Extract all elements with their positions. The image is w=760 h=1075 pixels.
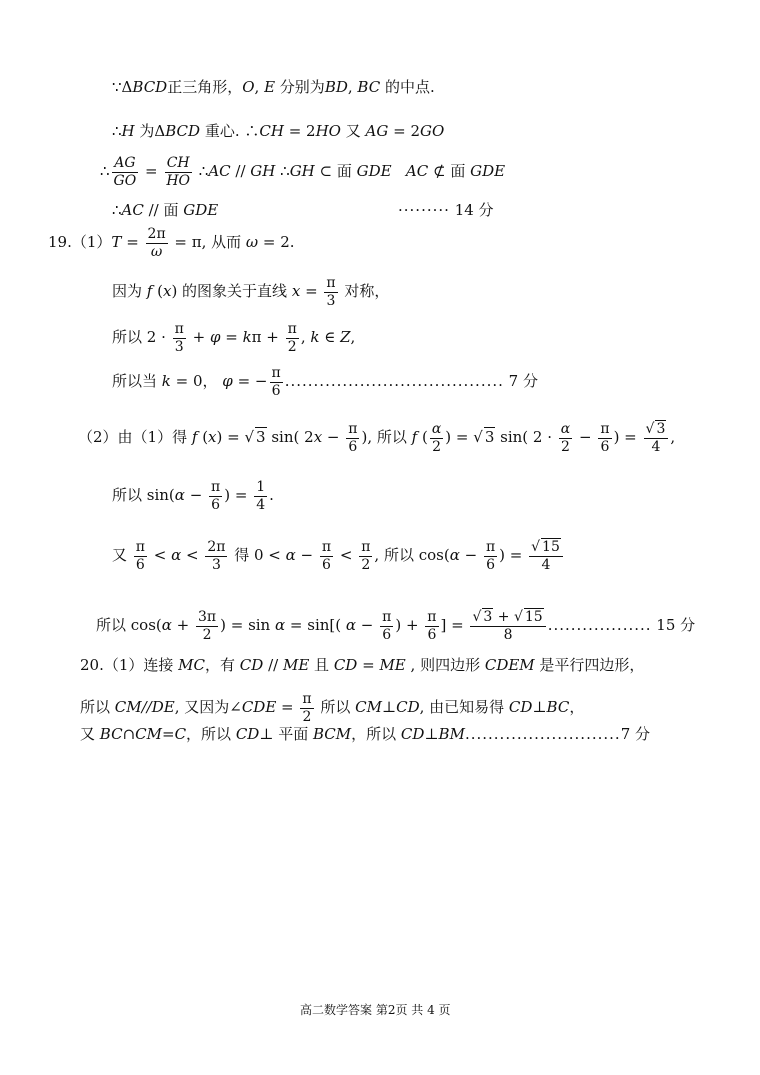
- q20-part1-parallelogram: 20.（1）连接 MC，有 CD // ME 且 CD = ME , 则四边形 CDEM 是平行四边形，: [80, 656, 645, 674]
- q19-part1-period: 19.（1）T = $\frac{2\pi}{\omega}$ = π, 从而 ω = 2.: [48, 226, 295, 260]
- fraction-pi-6: $\frac{\pi}{6}$: [348, 421, 358, 455]
- fraction-ch-ho: $\frac{CH}{HO}$: [166, 155, 191, 189]
- fraction-pi-2: $\frac{\pi}{2}$: [361, 539, 371, 573]
- fraction-pi-6: $\frac{\pi}{6}$: [427, 609, 437, 643]
- line-cos-value: 又 $\frac{\pi}{6}$ < α < $\frac{2\pi}{3}$ 得 0 < α − $\frac{\pi}{6}$ < $\frac{\pi}{2}$ , 所以 cos(α − $\frac{\pi}{6}$ ) = $\frac{√ 15}{4}$: [112, 540, 565, 572]
- line-ratio-parallel: ∴ $\frac{AG}{GO}$ = $\frac{CH}{HO}$ ∴AC // GH ∴GH ⊂ 面 GDE AC ⊄ 面 GDE: [100, 155, 506, 189]
- fraction-alpha-2: $\frac{\alpha}{2}$: [431, 421, 442, 455]
- line-phi-value: 所以当 k = 0， φ = − $\frac{\pi}{6}$ ...................................... 7 分: [112, 365, 538, 399]
- line-phase-equation: 所以 2 · $\frac{\pi}{3}$ + φ = kπ + $\frac{\pi}{2}$ , k ∈ Z,: [112, 321, 356, 355]
- fraction-sqrt3-plus-sqrt15-over-8: $\frac{√ 3 + √ 15}{8}$: [470, 610, 545, 642]
- fraction-pi-2: $\frac{\pi}{2}$: [302, 691, 312, 725]
- fraction-pi-3: $\frac{\pi}{3}$: [326, 275, 336, 309]
- fraction-2pi-3: $\frac{2\pi}{3}$: [207, 539, 226, 573]
- line-bcd-equilateral: ∵ΔBCD正三角形，O, E 分别为BD, BC 的中点.: [112, 78, 435, 96]
- line-ac-parallel-plane: ∴AC // 面 GDE: [112, 201, 219, 219]
- line-centroid: ∴H 为ΔBCD 重心. ∴CH = 2HO 又 AG = 2GO: [112, 122, 445, 140]
- fraction-alpha-2: $\frac{\alpha}{2}$: [560, 421, 571, 455]
- fraction-pi-6: $\frac{\pi}{6}$: [382, 609, 392, 643]
- fraction-pi-3: $\frac{\pi}{3}$: [174, 321, 184, 355]
- line-perpendicular: 所以 CM//DE, 又因为∠CDE = $\frac{\pi}{2}$ 所以 CM⊥CD, 由已知易得 CD⊥BC，: [80, 691, 585, 725]
- line-cd-perp-plane: 又 BC∩CM=C，所以 CD⊥ 平面 BCM，所以 CD⊥BM...........................7 分: [80, 725, 650, 743]
- fraction-sqrt15-4: $\frac{√ 15}{4}$: [529, 540, 563, 572]
- fraction-ag-go: $\frac{AG}{GO}$: [113, 155, 137, 189]
- fraction-1-4: $\frac{1}{4}$: [256, 479, 266, 513]
- line-final-answer: 所以 cos(α + $\frac{3\pi}{2}$ ) = sin α = sin[( α − $\frac{\pi}{6}$ ) + $\frac{\pi}{6}$ ] = $\frac{√ 3 + √ 15}{8}$ .................. 15 分: [96, 609, 696, 643]
- fraction-2pi-omega: $\frac{2\pi}{\omega}$: [147, 226, 166, 260]
- fraction-pi-6: $\frac{\pi}{6}$: [485, 539, 496, 573]
- q19-part2-function: （2）由（1）得 f (x) = √ 3 sin( 2x − $\frac{\pi}{6}$ ), 所以 f ( $\frac{\alpha}{2}$ ) = √ 3 sin( 2 · $\frac{\alpha}{2}$ − $\frac{\pi}{6}$ ) = $\frac{√ 3}{4}$ ,: [78, 421, 676, 455]
- line-sin-value: 所以 sin(α − $\frac{\pi}{6}$ ) = $\frac{1}{4}$ .: [112, 479, 274, 513]
- page-footer: 高二数学答案 第2页 共 4 页: [300, 1003, 451, 1017]
- fraction-pi-2: $\frac{\pi}{2}$: [287, 321, 297, 355]
- score-14: ········· 14 分: [398, 201, 494, 219]
- fraction-pi-6: $\frac{\pi}{6}$: [321, 539, 332, 573]
- fraction-pi-6: $\frac{\pi}{6}$: [211, 479, 221, 513]
- fraction-sqrt3-4: $\frac{√ 3}{4}$: [644, 422, 669, 454]
- fraction-pi-6: $\frac{\pi}{6}$: [135, 539, 145, 573]
- question-number: 19.: [48, 233, 72, 252]
- line-symmetry: 因为 f (x) 的图象关于直线 x = $\frac{\pi}{3}$ 对称，: [112, 275, 390, 309]
- question-number: 20.: [80, 656, 104, 674]
- fraction-3pi-2: $\frac{3\pi}{2}$: [198, 609, 217, 643]
- fraction-pi-6: $\frac{\pi}{6}$: [271, 365, 281, 399]
- fraction-pi-6: $\frac{\pi}{6}$: [600, 421, 610, 455]
